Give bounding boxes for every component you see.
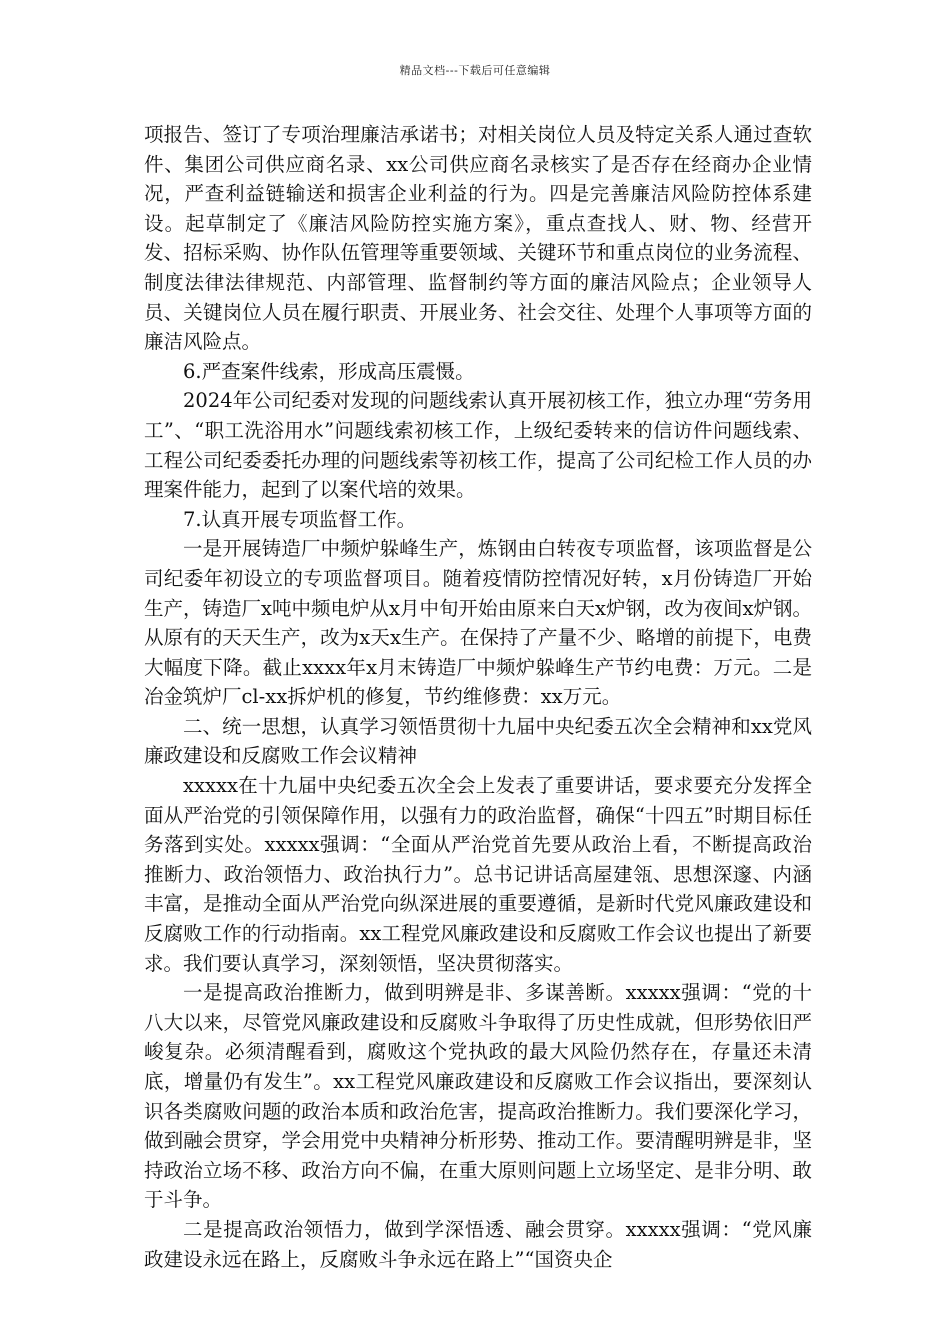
- paragraph: 6.严查案件线索，形成高压震慑。: [183, 359, 475, 383]
- document-body: [144, 120, 812, 1274]
- paragraph: 7.认真开展专项监督工作。: [183, 507, 417, 531]
- paragraph: xxxxx在十九届中央纪委五次全会上发表了重要讲话，要求要充分发挥全面从严治党的引领保障作用，以强有力的政治监督，确保“十四五”时期目标任务落到实处。xxxxx强调：“全面从严治党首先要从政治上看，不断提高政治推断力、政治领悟力、政治执行力”。总书记讲话高屋建瓴、思想深邃、内涵丰富，是推动全面从严治党向纵深进展的重要遵循，是新时代党风廉政建设和反腐败工作的行动指南。xx工程党风廉政建设和反腐败工作会议也提出了新要求。我们要认真学习，深刻领悟，坚决贯彻落实。: [144, 774, 812, 975]
- paragraph: 一是提高政治推断力，做到明辨是非、多谋善断。xxxxx强调：“党的十八大以来，尽管党风廉政建设和反腐败斗争取得了历史性成就，但形势依旧严峻复杂。必须清醒看到，腐败这个党执政的最大风险仍然存在，存量还未清底，增量仍有发生”。xx工程党风廉政建设和反腐败工作会议指出，要深刻认识各类腐败问题的政治本质和政治危害，提高政治推断力。我们要深化学习，做到融会贯穿，学会用党中央精神分析形势、推动工作。要清醒明辨是非，坚持政治立场不移、政治方向不偏，在重大原则问题上立场坚定、是非分明、敢于斗争。: [144, 981, 812, 1212]
- paragraph: 二是提高政治领悟力，做到学深悟透、融会贯穿。xxxxx强调：“党风廉政建设永远在路上，反腐败斗争永远在路上”“国资央企: [144, 1217, 812, 1271]
- paragraph: 项报告、签订了专项治理廉洁承诺书；对相关岗位人员及特定关系人通过查软件、集团公司供应商名录、xx公司供应商名录核实了是否存在经商办企业情况，严查利益链输送和损害企业利益的行为。四是完善廉洁风险防控体系建设。起草制定了《廉洁风险防控实施方案》，重点查找人、财、物、经营开发、招标采购、协作队伍管理等重要领域、关键环节和重点岗位的业务流程、制度法律法律规范、内部管理、监督制约等方面的廉洁风险点；企业领导人员、关键岗位人员在履行职责、开展业务、社会交往、处理个人事项等方面的廉洁风险点。: [144, 123, 812, 354]
- page-header: 精品文档---下载后可任意编辑: [399, 64, 551, 77]
- paragraph: 一是开展铸造厂中频炉躲峰生产，炼钢由白转夜专项监督，该项监督是公司纪委年初设立的专项监督项目。随着疫情防控情况好转，x月份铸造厂开始生产，铸造厂x吨中频电炉从x月中旬开始由原来白天x炉钢，改为夜间x炉钢。从原有的天天生产，改为x天x生产。在保持了产量不少、略增的前提下，电费大幅度下降。截止xxxx年x月末铸造厂中频炉躲峰生产节约电费：万元。二是冶金筑炉厂cl-xx拆炉机的修复，节约维修费：xx万元。: [144, 537, 812, 709]
- section-heading: 二、统一思想，认真学习领悟贯彻十九届中央纪委五次全会精神和xx党风廉政建设和反腐败工作会议精神: [144, 714, 812, 768]
- paragraph: 2024年公司纪委对发现的问题线索认真开展初核工作，独立办理“劳务用工”、“职工洗浴用水”问题线索初核工作，上级纪委转来的信访件问题线索、工程公司纪委委托办理的问题线索等初核工作，提高了公司纪检工作人员的办理案件能力，起到了以案代培的效果。: [144, 389, 812, 502]
